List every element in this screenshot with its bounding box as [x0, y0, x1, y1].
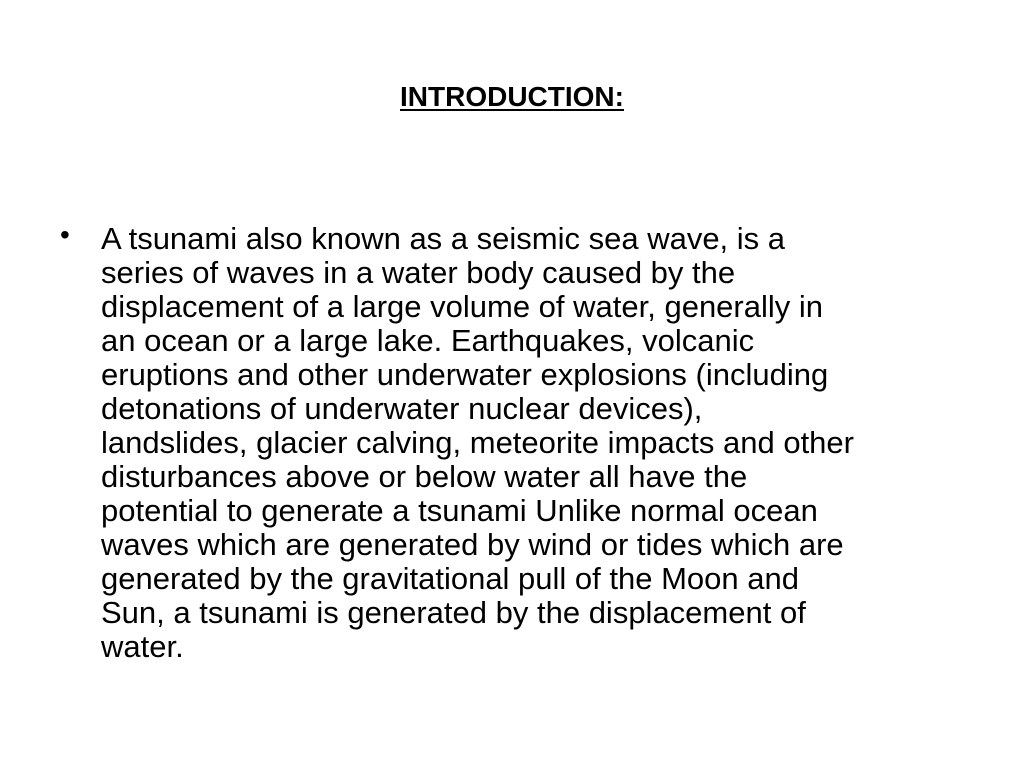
bullet-list [56, 219, 986, 664]
bullet-item [56, 219, 986, 664]
bullet-marker: • [60, 219, 70, 250]
bullet-text: A tsunami also known as a seismic sea wave, is a series of waves in a water body caused by the displacement of a large volume of water, generally in an ocean or a large lake. Earthquakes, volcanic eruptions and other underwater explosions (including detonations of underwater nuclear devices), landslides, glacier calving, meteorite impacts and other disturbances above or below water all have the potential to generate a tsunami Unlike normal ocean waves which are generated by wind or tides which are generated by the gravitational pull of the Moon and Sun, a tsunami is generated by the displacement of water. [101, 221, 854, 664]
slide-title: INTRODUCTION: [400, 81, 624, 112]
